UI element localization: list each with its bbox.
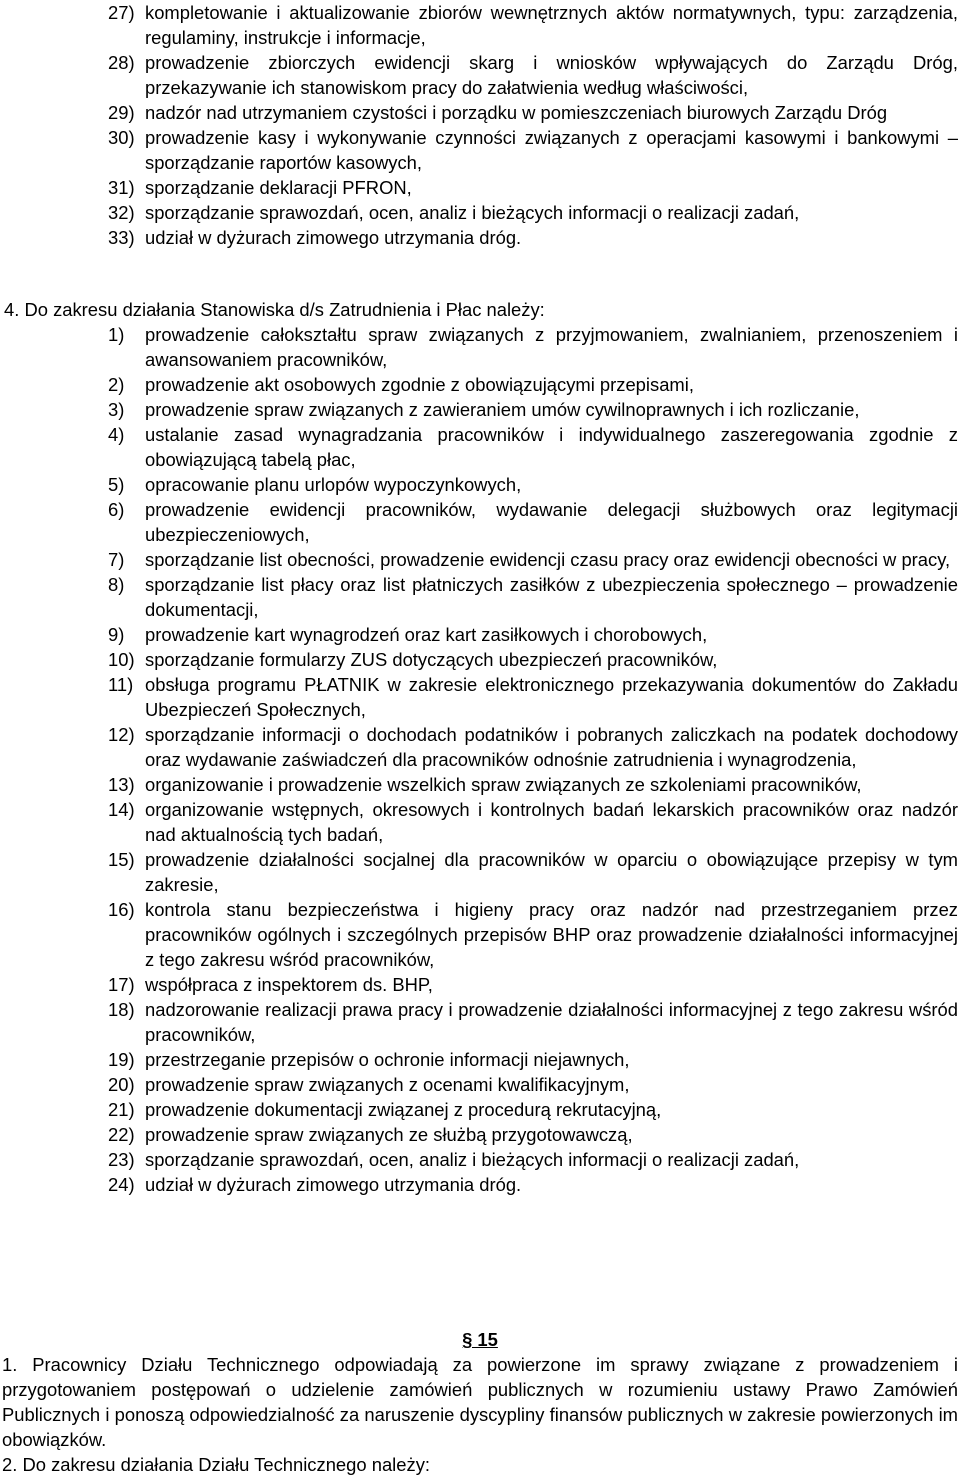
list-item	[0, 547, 960, 572]
item-text: prowadzenie spraw związanych z ocenami kwalifikacyjnym,	[145, 1074, 630, 1095]
item-number: 10)	[108, 649, 135, 670]
item-number: 17)	[108, 974, 135, 995]
item-text: przestrzeganie przepisów o ochronie informacji niejawnych,	[145, 1049, 630, 1070]
item-number: 6)	[108, 499, 125, 520]
list-item	[0, 1147, 960, 1172]
item-number: 5)	[108, 474, 125, 495]
item-text: sporządzanie list obecności, prowadzenie ewidencji czasu pracy oraz ewidencji obecności w pracy,	[145, 549, 951, 570]
item-text: nadzorowanie realizacji prawa pracy i prowadzenie działalności informacyjnej z tego zakresu wśród pracowników,	[145, 999, 958, 1045]
item-text: sporządzanie sprawozdań, ocen, analiz i bieżących informacji o realizacji zadań,	[145, 202, 800, 223]
item-text: obsługa programu PŁATNIK w zakresie elektronicznego przekazywania dokumentów do Zakładu Ubezpieczeń Społecznych,	[145, 674, 958, 720]
list-item	[0, 100, 960, 125]
item-text: nadzór nad utrzymaniem czystości i porządku w pomieszczeniach biurowych Zarządu Dróg	[145, 102, 888, 123]
list-item	[0, 847, 960, 897]
list-item	[0, 772, 960, 797]
list-item	[0, 225, 960, 250]
item-text: prowadzenie dokumentacji związanej z procedurą rekrutacyjną,	[145, 1099, 662, 1120]
item-number: 30)	[108, 127, 135, 148]
item-text: udział w dyżurach zimowego utrzymania dróg.	[145, 1174, 522, 1195]
list-item	[0, 572, 960, 622]
list-item	[0, 397, 960, 422]
list-item	[0, 372, 960, 397]
item-text: prowadzenie kart wynagrodzeń oraz kart zasiłkowych i chorobowych,	[145, 624, 708, 645]
paragraph-body	[2, 1352, 958, 1477]
paragraph-number: § 15	[462, 1329, 498, 1350]
item-text: prowadzenie kasy i wykonywanie czynności związanych z operacjami kasowymi i bankowymi – sporządzanie raportów kasowych,	[145, 127, 958, 173]
paragraph-point-1: 1. Pracownicy Działu Technicznego odpowiadają za powierzone im sprawy związane z prowadzeniem i przygotowaniem postępowań o udzielenie zamówień publicznych w rozumieniu ustawy Prawo Zamówień Publicznych i ponoszą odpowiedzialność za naruszenie dyscypliny finansów publicznych w zakresie powierzonych im obowiązków.	[2, 1354, 958, 1450]
item-number: 9)	[108, 624, 125, 645]
list-item	[0, 622, 960, 647]
item-number: 16)	[108, 899, 135, 920]
section-heading: 4. Do zakresu działania Stanowiska d/s Zatrudnienia i Płac należy:	[4, 299, 545, 320]
item-text: sporządzanie informacji o dochodach podatników i pobranych zaliczkach na podatek dochodowy oraz wydawanie zaświadczeń dla pracowników odnośnie zatrudnienia i wynagrodzenia,	[145, 724, 958, 770]
item-number: 18)	[108, 999, 135, 1020]
item-number: 13)	[108, 774, 135, 795]
item-number: 27)	[108, 2, 135, 23]
list-item	[0, 200, 960, 225]
item-text: sporządzanie sprawozdań, ocen, analiz i bieżących informacji o realizacji zadań,	[145, 1149, 800, 1170]
item-number: 33)	[108, 227, 135, 248]
item-number: 15)	[108, 849, 135, 870]
list-item	[0, 125, 960, 175]
item-text: ustalanie zasad wynagradzania pracowników i indywidualnego zaszeregowania zgodnie z obowiązującą tabelą płac,	[145, 424, 958, 470]
item-number: 23)	[108, 1149, 135, 1170]
item-number: 20)	[108, 1074, 135, 1095]
list-item	[0, 1172, 960, 1197]
list-item	[0, 0, 960, 50]
list-item	[0, 997, 960, 1047]
item-text: prowadzenie zbiorczych ewidencji skarg i wniosków wpływających do Zarządu Dróg, przekazywanie ich stanowiskom pracy do załatwienia według właściwości,	[145, 52, 958, 98]
item-text: prowadzenie akt osobowych zgodnie z obowiązującymi przepisami,	[145, 374, 694, 395]
paragraph-heading	[0, 1327, 960, 1352]
item-number: 31)	[108, 177, 135, 198]
item-number: 19)	[108, 1049, 135, 1070]
paragraph-point-2: 2. Do zakresu działania Działu Technicznego należy:	[2, 1454, 430, 1475]
item-text: sporządzanie list płacy oraz list płatniczych zasiłków z ubezpieczenia społecznego – prowadzenie dokumentacji,	[145, 574, 958, 620]
item-number: 12)	[108, 724, 135, 745]
item-text: udział w dyżurach zimowego utrzymania dróg.	[145, 227, 522, 248]
list-section-4	[0, 322, 960, 1197]
list-item	[0, 1097, 960, 1122]
item-number: 8)	[108, 574, 125, 595]
item-number: 1)	[108, 324, 125, 345]
item-text: prowadzenie spraw związanych z zawieraniem umów cywilnoprawnych i ich rozliczanie,	[145, 399, 860, 420]
list-item	[0, 1047, 960, 1072]
item-number: 24)	[108, 1174, 135, 1195]
item-number: 22)	[108, 1124, 135, 1145]
list-item	[0, 647, 960, 672]
item-text: prowadzenie całokształtu spraw związanych z przyjmowaniem, zwalnianiem, przenoszeniem i awansowaniem pracowników,	[145, 324, 958, 370]
item-text: opracowanie planu urlopów wypoczynkowych,	[145, 474, 522, 495]
list-item	[0, 897, 960, 972]
item-number: 14)	[108, 799, 135, 820]
item-number: 11)	[108, 674, 134, 695]
item-number: 2)	[108, 374, 125, 395]
list-item	[0, 422, 960, 472]
list-item	[0, 472, 960, 497]
list-item	[0, 972, 960, 997]
item-text: organizowanie i prowadzenie wszelkich spraw związanych ze szkoleniami pracowników,	[145, 774, 862, 795]
item-number: 28)	[108, 52, 135, 73]
item-number: 32)	[108, 202, 135, 223]
item-text: współpraca z inspektorem ds. BHP,	[145, 974, 433, 995]
list-item	[0, 1122, 960, 1147]
item-text: prowadzenie działalności socjalnej dla pracowników w oparciu o obowiązujące przepisy w tym zakresie,	[145, 849, 958, 895]
item-text: prowadzenie ewidencji pracowników, wydawanie delegacji służbowych oraz legitymacji ubezpieczeniowych,	[145, 499, 958, 545]
item-text: organizowanie wstępnych, okresowych i kontrolnych badań lekarskich pracowników oraz nadzór nad aktualnością tych badań,	[145, 799, 958, 845]
item-text: kontrola stanu bezpieczeństwa i higieny pracy oraz nadzór nad przestrzeganiem przez pracowników ogólnych i szczególnych przepisów BHP oraz prowadzenie działalności informacyjnej z tego zakresu wśród pracowników,	[145, 899, 958, 970]
item-text: kompletowanie i aktualizowanie zbiorów wewnętrznych aktów normatywnych, typu: zarządzenia, regulaminy, instrukcje i informacje,	[145, 2, 958, 48]
list-item	[0, 672, 960, 722]
list-item	[0, 722, 960, 772]
list-item	[0, 175, 960, 200]
list-item	[0, 1072, 960, 1097]
item-text: prowadzenie spraw związanych ze służbą przygotowawczą,	[145, 1124, 633, 1145]
item-text: sporządzanie deklaracji PFRON,	[145, 177, 412, 198]
list-item	[0, 322, 960, 372]
item-number: 4)	[108, 424, 125, 445]
item-number: 21)	[108, 1099, 135, 1120]
section-4	[0, 297, 960, 1197]
list-item	[0, 497, 960, 547]
item-number: 7)	[108, 549, 125, 570]
item-number: 29)	[108, 102, 135, 123]
list-item	[0, 797, 960, 847]
item-number: 3)	[108, 399, 125, 420]
list-section-3-continued	[0, 0, 960, 250]
item-text: sporządzanie formularzy ZUS dotyczących ubezpieczeń pracowników,	[145, 649, 718, 670]
list-item	[0, 50, 960, 100]
